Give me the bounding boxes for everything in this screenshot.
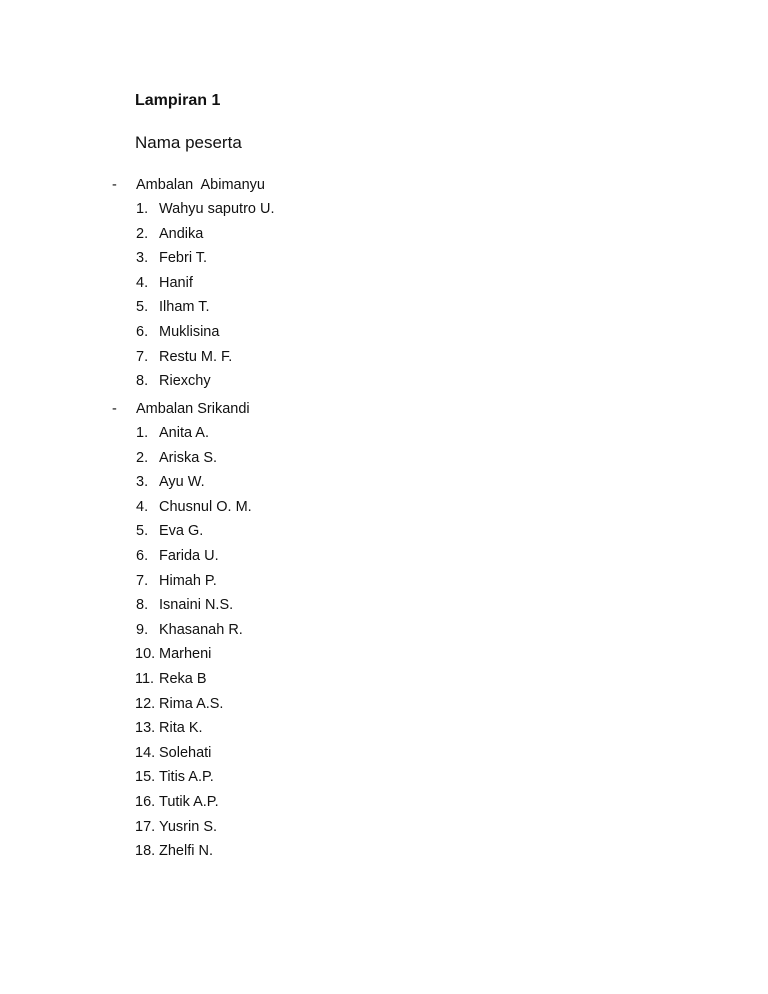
list-item-name: Solehati [159,744,212,761]
list-item [0,246,768,271]
page-subtitle: Nama peserta [135,133,242,152]
list-item-number: 4. [136,498,149,515]
group-ambalan-abimanyu [0,173,768,394]
list-item-name: Riexchy [159,373,211,390]
list-item-number: 3. [136,250,149,267]
list-item [0,839,768,864]
list-item-name: Rima A.S. [159,695,224,712]
list-item-name: Hanif [159,274,193,291]
group-ambalan-srikandi [0,397,768,864]
list-item [0,295,768,320]
list-item [0,692,768,717]
list-item [0,593,768,618]
list-item-number: 4. [136,274,149,291]
list-item-number: 1. [136,201,149,217]
list-item-name: Tutik A.P. [159,793,219,810]
list-item-number: 6. [136,547,149,564]
member-list [0,197,768,394]
list-item-name: Zhelfi N. [159,843,213,860]
list-item-number: 9. [136,621,149,638]
list-item-name: Himah P. [159,572,217,589]
list-item-number: 10. [135,646,156,663]
list-item [0,320,768,345]
list-item [0,642,768,667]
list-item-number: 13. [135,720,156,737]
list-item [0,519,768,544]
list-item-name: Reka B [159,670,207,687]
list-item-name: Yusrin S. [159,818,218,835]
list-item-number: 5. [136,523,149,540]
list-item [0,470,768,495]
list-item-name: Isnaini N.S. [159,597,234,614]
list-item-name: Ayu W. [159,474,205,491]
list-item [0,765,768,790]
list-item [0,667,768,692]
list-item [0,790,768,815]
list-item-name: Andika [159,225,204,242]
list-item-name: Ilham T. [159,299,210,316]
list-item [0,271,768,296]
list-item [0,197,768,222]
list-item [0,716,768,741]
list-item-number: 15. [135,769,156,786]
list-item-number: 17. [135,818,156,835]
group-header [0,173,768,197]
list-item [0,446,768,471]
list-item-number: 2. [136,225,149,242]
list-item [0,618,768,643]
list-item-number: 8. [136,597,149,614]
list-item [0,369,768,394]
list-item-number: 6. [136,323,149,340]
group-title: Ambalan Abimanyu [136,177,265,193]
list-item-name: Marheni [159,646,212,663]
list-item [0,544,768,569]
list-item [0,741,768,766]
list-item-name: Khasanah R. [159,621,243,638]
list-item-number: 14. [135,744,156,761]
list-item-number: 2. [136,449,149,466]
list-item-number: 5. [136,299,149,316]
list-item-number: 7. [136,348,149,365]
list-item-number: 8. [136,373,149,390]
list-item [0,569,768,594]
list-item-number: 18. [135,843,156,860]
list-item-name: Muklisina [159,323,220,340]
list-item-name: Ariska S. [159,449,218,466]
list-item-number: 7. [136,572,149,589]
list-item [0,345,768,370]
bullet-dash: - [112,401,117,417]
list-item [0,222,768,247]
list-item [0,495,768,520]
list-item-name: Wahyu saputro U. [159,201,275,217]
list-item-number: 16. [135,793,156,810]
bullet-dash: - [112,177,117,193]
list-item-name: Chusnul O. M. [159,498,252,515]
list-item-name: Eva G. [159,523,204,540]
group-title: Ambalan Srikandi [136,401,250,417]
list-item-name: Restu M. F. [159,348,233,365]
list-item-name: Febri T. [159,250,208,267]
group-header [0,397,768,421]
list-item-name: Titis A.P. [159,769,214,786]
list-item-name: Rita K. [159,720,203,737]
list-item-number: 11. [135,670,155,687]
list-item-number: 1. [136,425,149,441]
page-title: Lampiran 1 [135,92,221,109]
list-item [0,421,768,446]
member-list [0,421,768,864]
list-item-number: 12. [135,695,156,712]
list-item-number: 3. [136,474,149,491]
list-item [0,815,768,840]
list-item-name: Farida U. [159,547,219,564]
list-item-name: Anita A. [159,425,209,441]
